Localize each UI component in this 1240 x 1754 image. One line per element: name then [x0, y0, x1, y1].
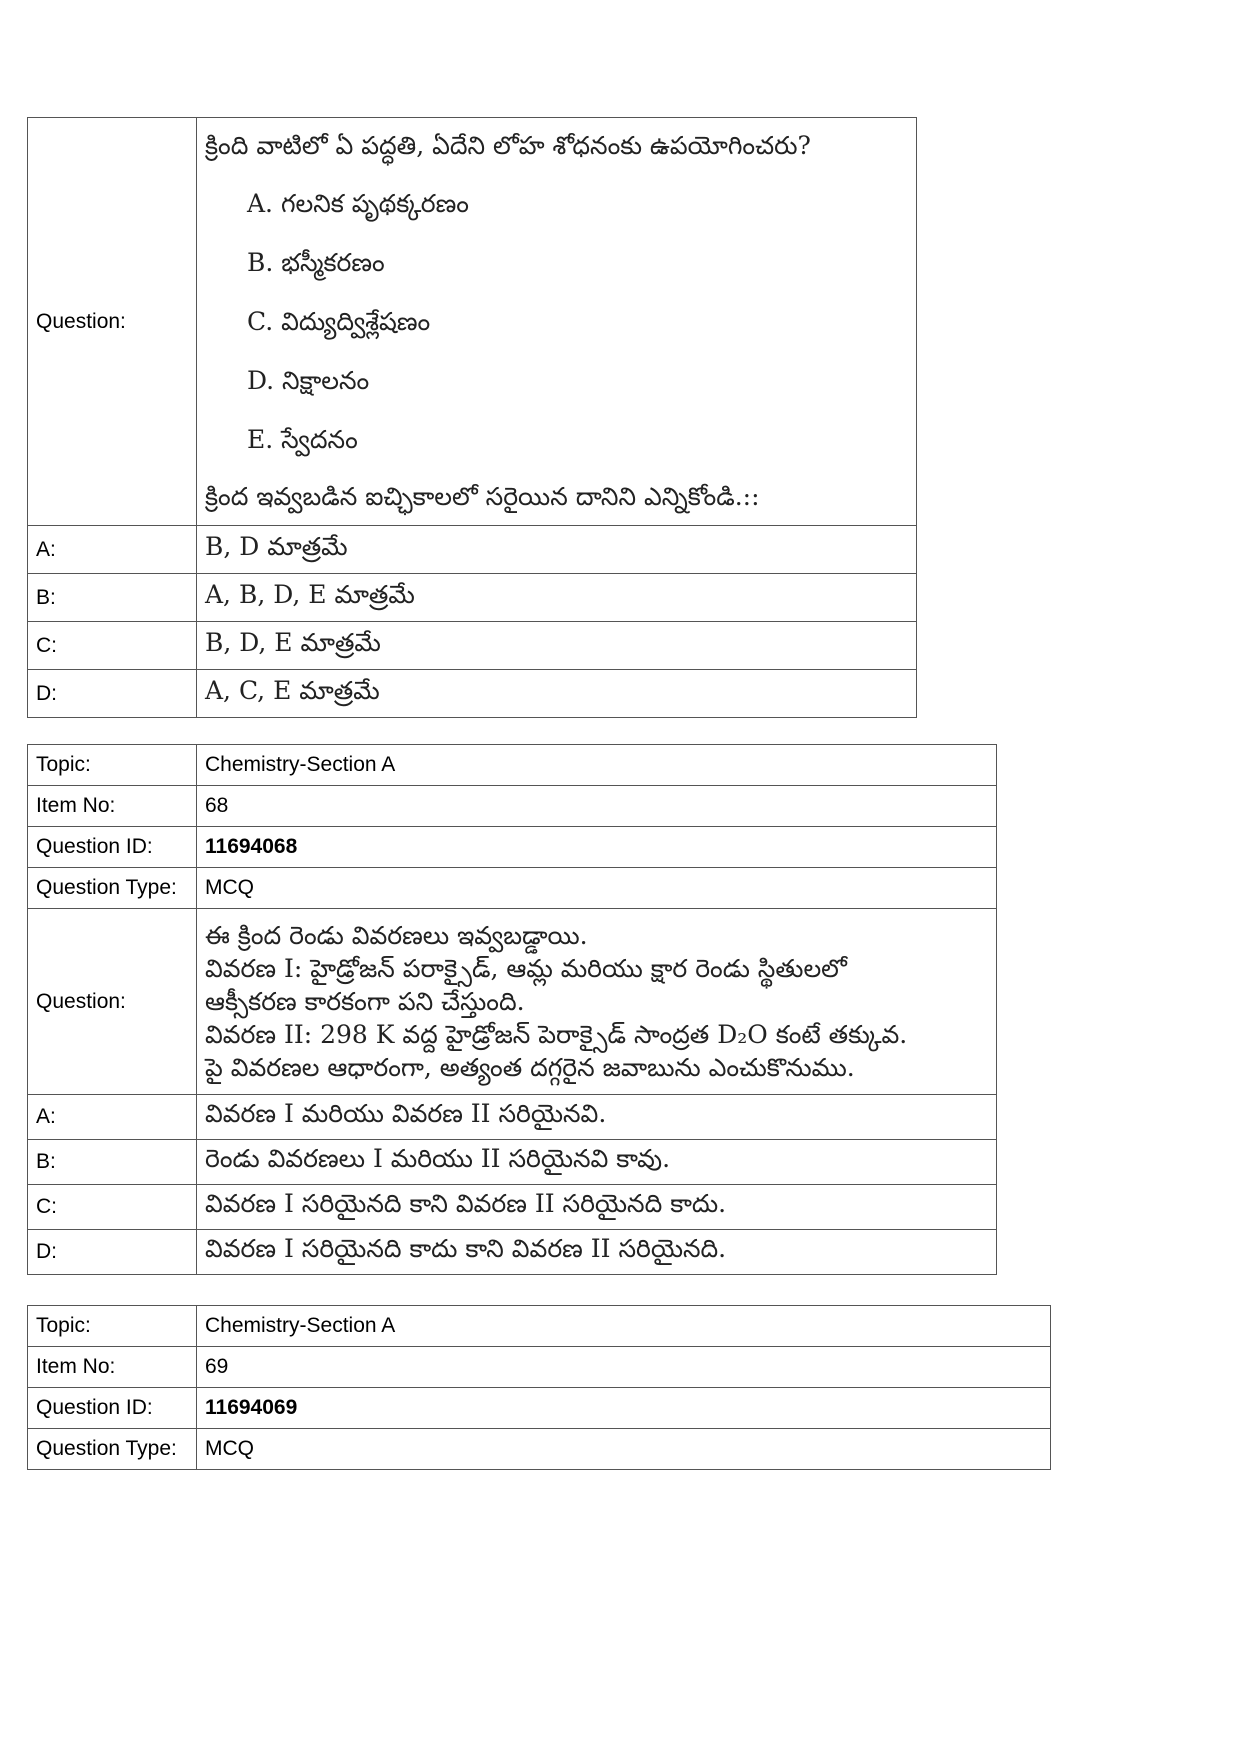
topic-value: Chemistry-Section A [197, 1306, 1051, 1347]
question-type-value: MCQ [197, 868, 997, 909]
option-label: A: [28, 1095, 197, 1140]
option-text: A, C, E మాత్రమే [197, 670, 917, 718]
option-text: వివరణ I సరియైనది కాని వివరణ II సరియైనది కాదు. [197, 1185, 997, 1230]
topic-row [28, 745, 997, 786]
topic-label: Topic: [28, 1306, 197, 1347]
question-type-row [28, 1429, 1051, 1470]
question-id-row [28, 1388, 1051, 1429]
statement-e: E. స్వేదనం [247, 425, 358, 454]
option-row [28, 526, 917, 574]
question-row [28, 909, 997, 1095]
option-text: B, D మాత్రమే [197, 526, 917, 574]
question-type-value: MCQ [197, 1429, 1051, 1470]
question-body [197, 909, 997, 1095]
question-type-label: Question Type: [28, 868, 197, 909]
item-no-label: Item No: [28, 786, 197, 827]
question-table-1 [27, 117, 917, 718]
question-table-2 [27, 744, 997, 1275]
question-line: వివరణ II: 298 K వద్ద హైడ్రోజన్ పెరాక్సైడ్ సాంద్రత D₂O కంటే తక్కువ. [205, 1020, 908, 1049]
option-text: వివరణ I సరియైనది కాదు కాని వివరణ II సరియైనది. [197, 1230, 997, 1275]
item-no-row [28, 1347, 1051, 1388]
question-line: ఆక్సీకరణ కారకంగా పని చేస్తుంది. [205, 987, 525, 1016]
question-row [28, 118, 917, 526]
option-row [28, 574, 917, 622]
option-label: C: [28, 622, 197, 670]
question-table-3 [27, 1305, 1051, 1470]
option-text: B, D, E మాత్రమే [197, 622, 917, 670]
question-label: Question: [28, 909, 197, 1095]
option-label: B: [28, 1140, 197, 1185]
option-label: C: [28, 1185, 197, 1230]
option-row [28, 1185, 997, 1230]
option-row [28, 622, 917, 670]
option-row [28, 1230, 997, 1275]
option-row [28, 670, 917, 718]
question-label: Question: [28, 118, 197, 526]
question-intro: క్రింది వాటిలో ఏ పద్ధతి, ఏదేని లోహ శోధనంకు ఉపయోగించరు? [205, 131, 811, 160]
question-id-text: 11694068 [205, 835, 298, 858]
statement-c: C. విద్యుద్విశ్లేషణం [247, 307, 431, 336]
question-id-value [197, 827, 997, 868]
option-label: D: [28, 670, 197, 718]
option-text: A, B, D, E మాత్రమే [197, 574, 917, 622]
item-no-row [28, 786, 997, 827]
option-text: రెండు వివరణలు I మరియు II సరియైనవి కావు. [197, 1140, 997, 1185]
question-body [197, 118, 917, 526]
question-id-label: Question ID: [28, 1388, 197, 1429]
question-id-row [28, 827, 997, 868]
question-id-text: 11694069 [205, 1396, 298, 1419]
option-row [28, 1140, 997, 1185]
item-no-value: 68 [197, 786, 997, 827]
topic-label: Topic: [28, 745, 197, 786]
question-outro: క్రింద ఇవ్వబడిన ఐచ్ఛికాలలో సరైయిన దానిని ఎన్నికోండి.:: [205, 482, 760, 511]
question-id-label: Question ID: [28, 827, 197, 868]
item-no-value: 69 [197, 1347, 1051, 1388]
question-line: పై వివరణల ఆధారంగా, అత్యంత దగ్గరైన జవాబును ఎంచుకొనుము. [205, 1053, 855, 1082]
statement-d: D. నిక్షాలనం [247, 366, 370, 395]
option-text: వివరణ I మరియు వివరణ II సరియైనవి. [197, 1095, 997, 1140]
option-row [28, 1095, 997, 1140]
question-line: వివరణ I: హైడ్రోజన్ పరాక్సైడ్, ఆమ్ల మరియు క్షార రెండు స్థితులలో [205, 954, 847, 983]
option-label: A: [28, 526, 197, 574]
option-label: B: [28, 574, 197, 622]
question-type-label: Question Type: [28, 1429, 197, 1470]
statement-b: B. భస్మీకరణం [247, 248, 385, 277]
question-type-row [28, 868, 997, 909]
topic-row [28, 1306, 1051, 1347]
question-line: ఈ క్రింద రెండు వివరణలు ఇవ్వబడ్డాయి. [205, 921, 588, 950]
statement-a: A. గలనిక పృథక్కరణం [247, 189, 469, 218]
item-no-label: Item No: [28, 1347, 197, 1388]
option-label: D: [28, 1230, 197, 1275]
question-id-value [197, 1388, 1051, 1429]
topic-value: Chemistry-Section A [197, 745, 997, 786]
